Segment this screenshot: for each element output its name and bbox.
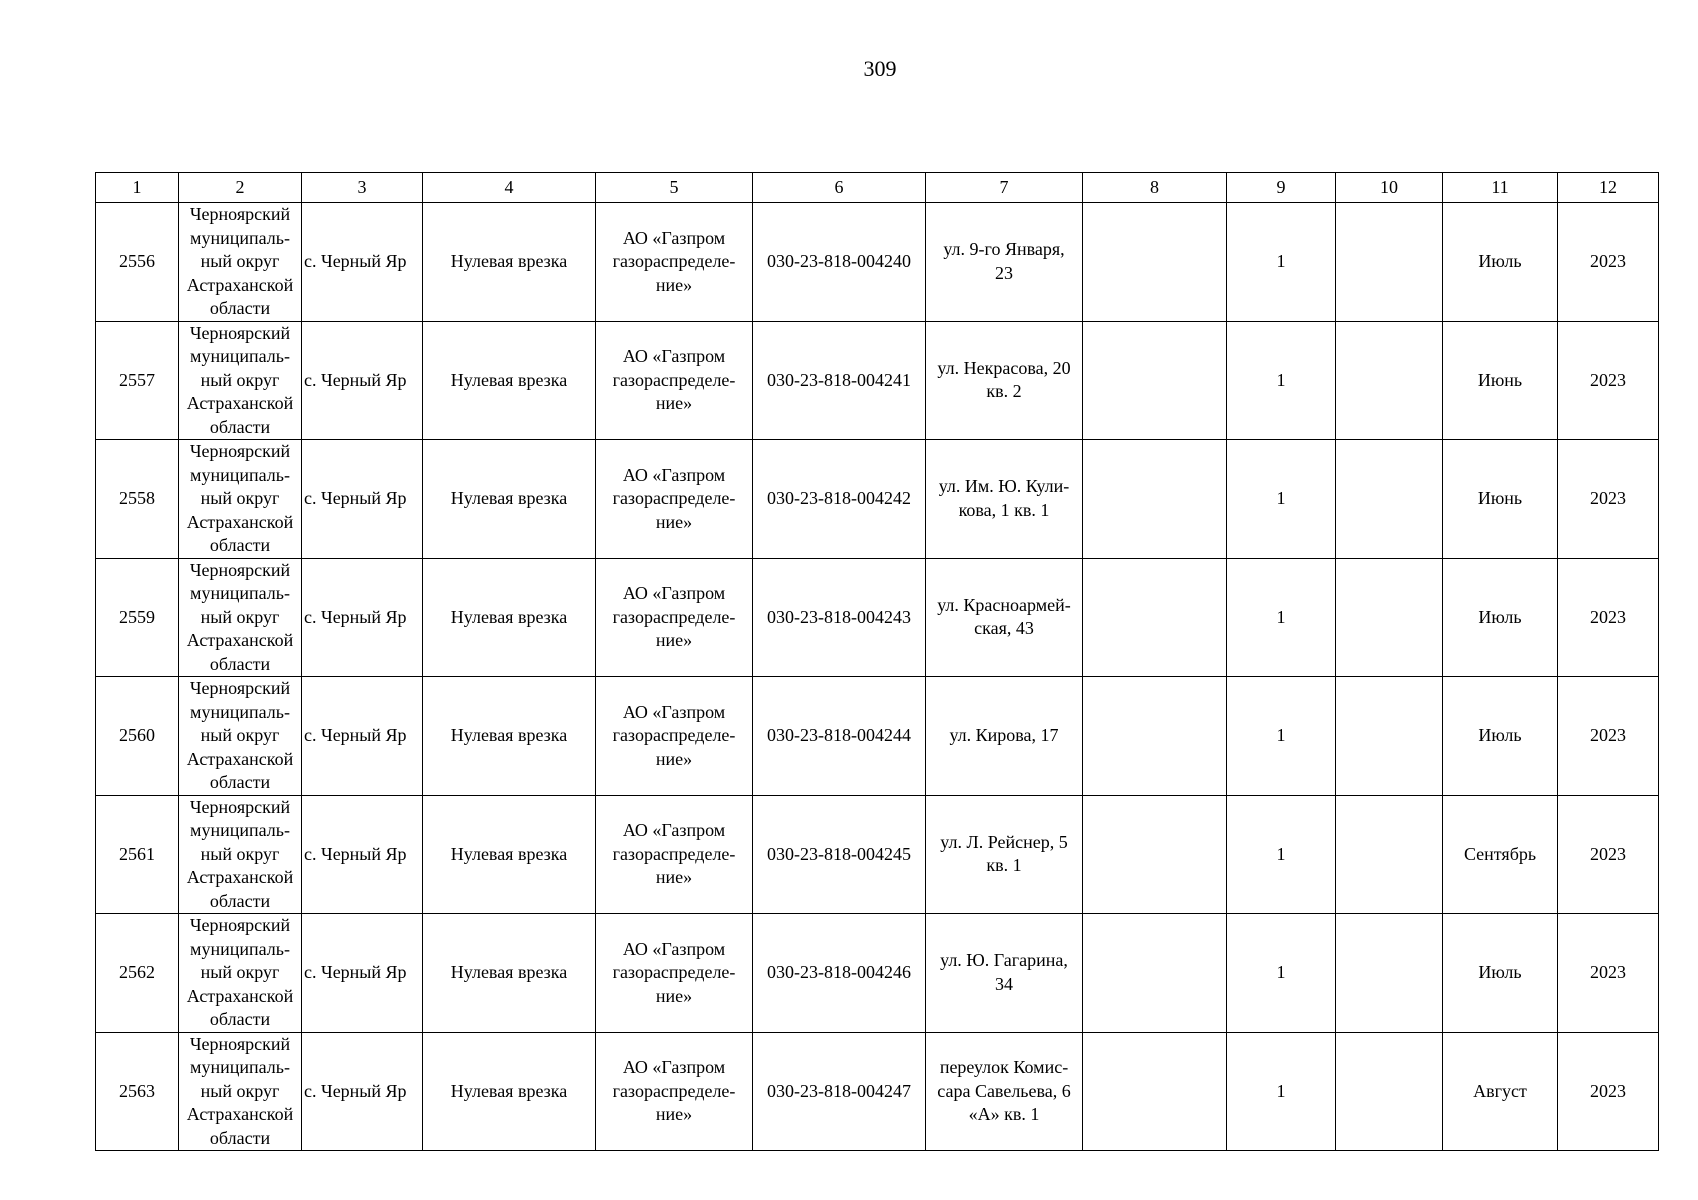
cell-text-line: ние» [655,393,693,413]
locality-cell: с. Черный Яр [302,203,423,322]
work-type-cell: Нулевая врезка [423,203,596,322]
row-number-cell: 2562 [96,914,179,1033]
column-10-cell [1336,795,1443,914]
col-header-7: 7 [926,173,1083,203]
column-8-cell [1083,321,1227,440]
cell-text-line: Черноярский [189,204,291,224]
column-10-cell [1336,558,1443,677]
cell-text-line: Астраханской [186,393,294,413]
cell-text-line: газораспределе- [612,251,736,271]
cell-text-line: газораспределе- [612,369,736,390]
table-row [96,914,1659,1033]
table-header [96,173,1659,203]
cell-text-line: ный округ [200,725,280,745]
year-cell: 2023 [1558,914,1659,1033]
column-8-cell [1083,677,1227,796]
registry-code-cell: 030-23-818-004244 [753,677,926,796]
year-cell: 2023 [1558,795,1659,914]
column-10-cell [1336,677,1443,796]
page-number: 309 [863,56,897,81]
cell-text-line: АО «Газпром [622,583,726,603]
registry-code-cell: 030-23-818-004242 [753,440,926,559]
cell-text-line: Черноярский [189,796,291,817]
cell-text-line: Черноярский [189,559,291,580]
table-row [96,558,1659,677]
work-type-cell: Нулевая врезка [423,677,596,796]
address-cell [926,203,1083,322]
registry-code-cell: 030-23-818-004241 [753,321,926,440]
row-number-cell: 2556 [96,203,179,322]
work-type-cell: Нулевая врезка [423,440,596,559]
column-8-cell [1083,795,1227,914]
work-type-cell: Нулевая врезка [423,1032,596,1151]
quantity-cell: 1 [1227,203,1336,322]
year-cell: 2023 [1558,677,1659,796]
table-row [96,440,1659,559]
cell-text-line: АО «Газпром [622,464,726,485]
column-10-cell [1336,321,1443,440]
cell-text-line: Астраханской [186,748,294,769]
cell-text-line: ный округ [200,606,280,627]
cell-text-line: ул. Красноармей- [937,594,1071,615]
column-8-cell [1083,558,1227,677]
cell-text-line: переулок Комис- [939,1057,1069,1077]
cell-text-line: области [209,772,271,792]
cell-text-line: ние» [655,630,693,650]
registry-code-cell: 030-23-818-004247 [753,1032,926,1151]
cell-text-line: Черноярский [189,441,291,461]
cell-text-line: Астраханской [186,867,294,887]
cell-text-line: газораспределе- [612,1080,736,1101]
month-cell: Июнь [1443,440,1558,559]
cell-text-line: сара Савельева, 6 [937,1080,1071,1101]
quantity-cell: 1 [1227,440,1336,559]
cell-text-line: ул. Некрасова, 20 [937,357,1071,378]
registry-code-cell: 030-23-818-004246 [753,914,926,1033]
column-8-cell [1083,203,1227,322]
cell-text-line: муниципаль- [190,583,290,603]
cell-text-line: муниципаль- [190,820,290,840]
municipality-cell [179,914,302,1033]
cell-text-line: области [209,1009,271,1029]
month-cell: Сентябрь [1443,795,1558,914]
work-type-cell: Нулевая врезка [423,914,596,1033]
address-cell [926,558,1083,677]
organization-cell [596,203,753,322]
registry-code-cell: 030-23-818-004245 [753,795,926,914]
quantity-cell: 1 [1227,558,1336,677]
column-8-cell [1083,1032,1227,1151]
quantity-cell: 1 [1227,795,1336,914]
column-10-cell [1336,1032,1443,1151]
organization-cell [596,321,753,440]
cell-text-line: кова, 1 кв. 1 [958,499,1050,520]
row-number-cell: 2559 [96,558,179,677]
cell-text-line: ул. 9-го Января, [943,239,1065,260]
address-cell [926,677,1083,796]
cell-text-line: ный округ [200,369,280,390]
cell-text-line: ул. Л. Рейснер, 5 [940,831,1068,852]
cell-text-line: области [209,298,271,318]
cell-text-line: Астраханской [186,274,294,295]
row-number-cell: 2560 [96,677,179,796]
cell-text-line: газораспределе- [612,725,736,745]
organization-cell [596,914,753,1033]
organization-cell [596,795,753,914]
year-cell: 2023 [1558,558,1659,677]
cell-text-line: кв. 1 [986,855,1022,876]
work-type-cell: Нулевая врезка [423,795,596,914]
col-header-12: 12 [1558,173,1659,203]
quantity-cell: 1 [1227,1032,1336,1151]
table-row [96,677,1659,796]
organization-cell [596,677,753,796]
address-cell [926,321,1083,440]
cell-text-line: Черноярский [189,1033,291,1054]
cell-text-line: газораспределе- [612,843,736,864]
cell-text-line: области [209,653,271,674]
cell-text-line: муниципаль- [190,938,290,959]
cell-text-line: муниципаль- [190,1057,290,1077]
cell-text-line: АО «Газпром [622,938,726,959]
cell-text-line: ул. Кирова, 17 [949,725,1059,745]
col-header-9: 9 [1227,173,1336,203]
cell-text-line: области [209,416,271,437]
col-header-10: 10 [1336,173,1443,203]
municipality-cell [179,203,302,322]
col-header-2: 2 [179,173,302,203]
cell-text-line: муниципаль- [190,464,290,485]
cell-text-line: Астраханской [186,1104,294,1124]
cell-text-line: области [209,890,271,911]
locality-cell: с. Черный Яр [302,677,423,796]
table-row [96,795,1659,914]
cell-text-line: газораспределе- [612,962,736,982]
month-cell: Июль [1443,914,1558,1033]
cell-text-line: ный округ [200,488,280,508]
table-row [96,1032,1659,1151]
cell-text-line: ул. Ю. Гагарина, [940,950,1068,971]
cell-text-line: ние» [655,985,693,1006]
column-10-cell [1336,203,1443,322]
col-header-4: 4 [423,173,596,203]
locality-cell: с. Черный Яр [302,795,423,914]
cell-text-line: муниципаль- [190,701,290,722]
col-header-5: 5 [596,173,753,203]
cell-text-line: АО «Газпром [622,1057,726,1077]
col-header-6: 6 [753,173,926,203]
cell-text-line: АО «Газпром [622,820,726,840]
cell-text-line: Астраханской [186,511,294,532]
work-type-cell: Нулевая врезка [423,321,596,440]
address-cell [926,795,1083,914]
municipality-cell [179,677,302,796]
cell-text-line: АО «Газпром [622,227,726,248]
year-cell: 2023 [1558,440,1659,559]
month-cell: Июнь [1443,321,1558,440]
cell-text-line: ул. Им. Ю. Кули- [938,476,1070,497]
address-cell [926,440,1083,559]
cell-text-line: Черноярский [189,322,291,343]
column-10-cell [1336,914,1443,1033]
cell-text-line: области [209,1127,271,1148]
cell-text-line: ние» [655,1104,693,1124]
col-header-11: 11 [1443,173,1558,203]
column-8-cell [1083,440,1227,559]
work-type-cell: Нулевая врезка [423,558,596,677]
year-cell: 2023 [1558,1032,1659,1151]
address-cell [926,914,1083,1033]
month-cell: Август [1443,1032,1558,1151]
cell-text-line: Астраханской [186,985,294,1006]
quantity-cell: 1 [1227,914,1336,1033]
year-cell: 2023 [1558,321,1659,440]
locality-cell: с. Черный Яр [302,914,423,1033]
registry-code-cell: 030-23-818-004240 [753,203,926,322]
register-table [95,172,1659,1151]
cell-text-line: ный округ [200,962,280,982]
registry-code-cell: 030-23-818-004243 [753,558,926,677]
locality-cell: с. Черный Яр [302,558,423,677]
table-body [96,203,1659,1151]
table-row [96,203,1659,322]
locality-cell: с. Черный Яр [302,440,423,559]
month-cell: Июль [1443,558,1558,677]
cell-text-line: ние» [655,274,693,295]
cell-text-line: ние» [655,748,693,769]
cell-text-line: ская, 43 [974,618,1034,639]
col-header-3: 3 [302,173,423,203]
row-number-cell: 2561 [96,795,179,914]
quantity-cell: 1 [1227,321,1336,440]
cell-text-line: области [209,535,271,555]
cell-text-line: газораспределе- [612,488,736,508]
cell-text-line: АО «Газпром [622,346,726,366]
cell-text-line: ный округ [200,1080,280,1101]
organization-cell [596,1032,753,1151]
column-8-cell [1083,914,1227,1033]
row-number-cell: 2557 [96,321,179,440]
cell-text-line: Астраханской [186,630,294,650]
locality-cell: с. Черный Яр [302,1032,423,1151]
cell-text-line: кв. 2 [986,381,1022,402]
cell-text-line: АО «Газпром [622,701,726,722]
month-cell: Июль [1443,677,1558,796]
cell-text-line: ние» [655,867,693,887]
table-row [96,321,1659,440]
cell-text-line: газораспределе- [612,606,736,627]
cell-text-line: ный округ [200,843,280,864]
locality-cell: с. Черный Яр [302,321,423,440]
row-number-cell: 2558 [96,440,179,559]
cell-text-line: 34 [995,973,1013,994]
month-cell: Июль [1443,203,1558,322]
municipality-cell [179,558,302,677]
column-10-cell [1336,440,1443,559]
municipality-cell [179,321,302,440]
municipality-cell [179,440,302,559]
header-row [96,173,1659,203]
cell-text-line: муниципаль- [190,346,290,366]
municipality-cell [179,795,302,914]
cell-text-line: ный округ [200,251,280,271]
cell-text-line: Черноярский [189,915,291,935]
row-number-cell: 2563 [96,1032,179,1151]
organization-cell [596,440,753,559]
organization-cell [596,558,753,677]
cell-text-line: «А» кв. 1 [968,1104,1040,1124]
cell-text-line: муниципаль- [190,227,290,248]
quantity-cell: 1 [1227,677,1336,796]
col-header-8: 8 [1083,173,1227,203]
cell-text-line: 23 [995,262,1013,283]
municipality-cell [179,1032,302,1151]
cell-text-line: ние» [655,511,693,532]
address-cell [926,1032,1083,1151]
year-cell: 2023 [1558,203,1659,322]
cell-text-line: Черноярский [189,678,291,698]
col-header-1: 1 [96,173,179,203]
